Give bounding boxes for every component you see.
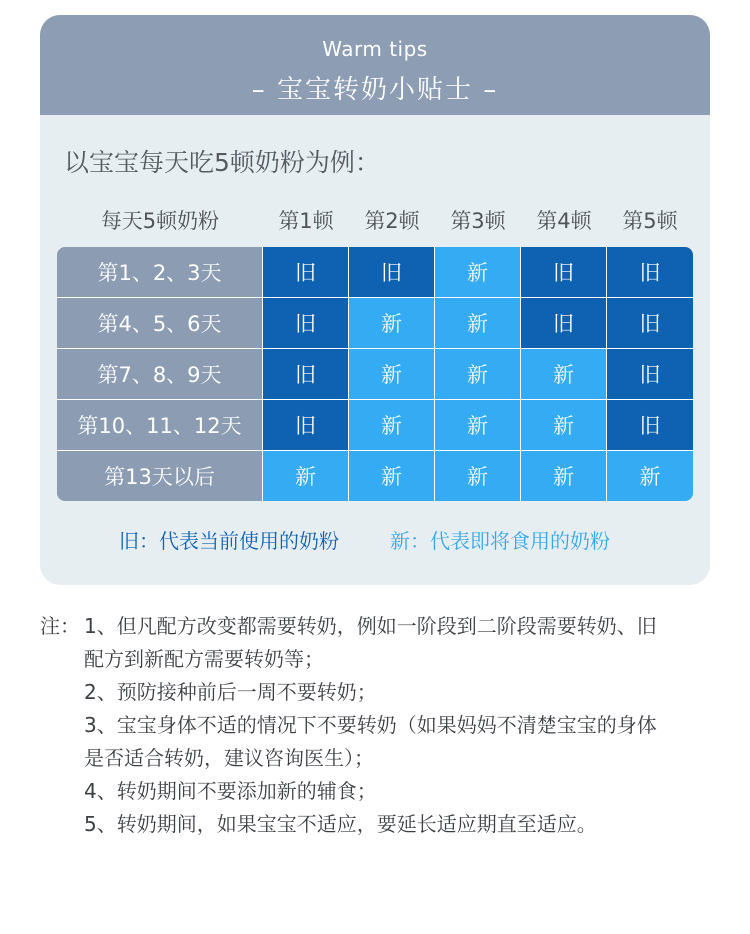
header-meal-1: 第1顿 <box>278 209 334 233</box>
cell-new: 新 <box>349 451 434 501</box>
header-meals: 每天5顿奶粉 <box>100 209 220 233</box>
cell-new: 新 <box>435 349 520 399</box>
card-header <box>40 15 710 115</box>
schedule-table <box>57 247 693 501</box>
cell-old: 旧 <box>607 400 693 450</box>
intro-text: 以宝宝每天吃5顿奶粉为例： <box>64 148 380 177</box>
cell-new: 新 <box>263 451 348 501</box>
card-title: – 宝宝转奶小贴士 – <box>251 75 499 105</box>
note-item-line: 3、宝宝身体不适的情况下不要转奶（如果妈妈不清楚宝宝的身体 <box>84 713 657 737</box>
cell-old: 旧 <box>349 247 434 297</box>
row-label: 第4、5、6天 <box>57 298 262 348</box>
note-item-line: 2、预防接种前后一周不要转奶； <box>84 680 377 704</box>
row-label: 第7、8、9天 <box>57 349 262 399</box>
cell-new: 新 <box>435 451 520 501</box>
card-subtitle: Warm tips <box>322 37 428 61</box>
cell-old: 旧 <box>263 400 348 450</box>
cell-old: 旧 <box>607 247 693 297</box>
cell-old: 旧 <box>607 349 693 399</box>
cell-new: 新 <box>349 298 434 348</box>
cell-new: 新 <box>607 451 693 501</box>
header-meal-5: 第5顿 <box>622 209 678 233</box>
note-item-line: 5、转奶期间，如果宝宝不适应，要延长适应期直至适应。 <box>84 812 597 836</box>
note-item-line: 4、转奶期间不要添加新的辅食； <box>84 779 377 803</box>
row-label: 第10、11、12天 <box>57 400 262 450</box>
note-item-line: 1、但凡配方改变都需要转奶，例如一阶段到二阶段需要转奶、旧 <box>84 614 657 638</box>
cell-new: 新 <box>435 247 520 297</box>
header-meal-3: 第3顿 <box>450 209 506 233</box>
cell-new: 新 <box>349 349 434 399</box>
notes-prefix: 注： <box>40 614 80 638</box>
cell-old: 旧 <box>521 298 606 348</box>
cell-old: 旧 <box>521 247 606 297</box>
cell-old: 旧 <box>607 298 693 348</box>
cell-old: 旧 <box>263 298 348 348</box>
row-label: 第1、2、3天 <box>57 247 262 297</box>
note-item-line: 配方到新配方需要转奶等； <box>84 647 324 671</box>
legend-new: 新：代表即将食用的奶粉 <box>390 529 610 553</box>
tips-card <box>40 15 710 585</box>
cell-new: 新 <box>521 451 606 501</box>
cell-old: 旧 <box>263 247 348 297</box>
cell-new: 新 <box>435 400 520 450</box>
header-meal-2: 第2顿 <box>364 209 420 233</box>
cell-new: 新 <box>521 400 606 450</box>
row-label: 第13天以后 <box>57 451 262 501</box>
cell-new: 新 <box>435 298 520 348</box>
header-meal-4: 第4顿 <box>536 209 592 233</box>
cell-new: 新 <box>349 400 434 450</box>
cell-old: 旧 <box>263 349 348 399</box>
cell-new: 新 <box>521 349 606 399</box>
note-item-line: 是否适合转奶，建议咨询医生）； <box>84 746 374 770</box>
legend-old: 旧：代表当前使用的奶粉 <box>119 529 339 553</box>
